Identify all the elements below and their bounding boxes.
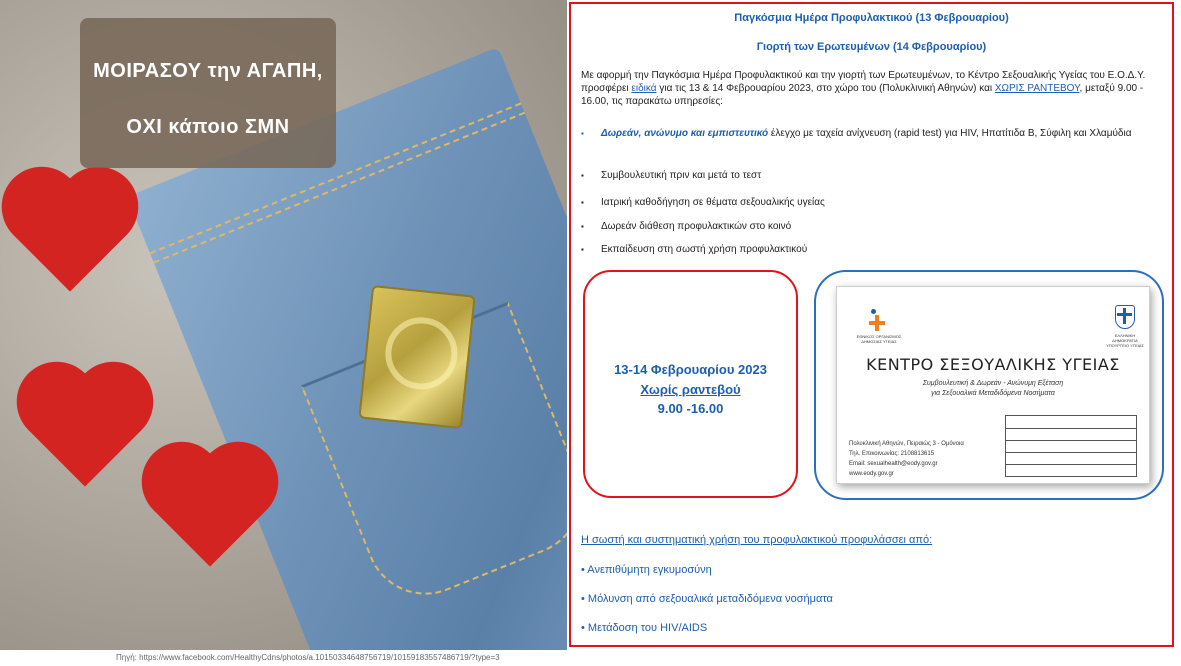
- card-subtitle-line: Συμβουλευτική & Δωρεάν - Ανώνυμη Εξέταση: [922, 380, 1064, 387]
- gov-label: ΕΛΛΗΝΙΚΗ ΔΗΜΟΚΡΑΤΙΑ ΥΠΟΥΡΓΕΙΟ ΥΓΕΙΑΣ: [1106, 333, 1144, 348]
- info-panel: [569, 2, 1174, 647]
- card-title: ΚΕΝΤΡΟ ΣΕΞΟΥΑΛΙΚΗΣ ΥΓΕΙΑΣ: [866, 355, 1120, 374]
- source-caption: Πηγή: https://www.facebook.com/HealthyCdns/photos/a.10150334648756719/10159183557486719/?type=3: [116, 653, 500, 662]
- list-item: • Μετάδοση του HIV/AIDS: [581, 622, 708, 634]
- card-subtitle: [837, 379, 1149, 399]
- sexual-health-center-card: [836, 286, 1150, 484]
- bullet-icon: ▪: [581, 171, 584, 180]
- heart-icon: [28, 373, 141, 486]
- list-item: • Μόλυνση από σεξουαλικά μεταδιδόμενα νοσήματα: [581, 593, 833, 605]
- cross-icon: [869, 315, 885, 331]
- slogan-line-1: ΜΟΙΡΑΣΟΥ την ΑΓΑΠΗ,: [93, 60, 323, 82]
- card-subtitle-line: για Σεξουαλικά Μεταδιδόμενα Νοσήματα: [931, 390, 1055, 397]
- date-box: [583, 270, 798, 498]
- eody-logo: [849, 307, 909, 347]
- contact-email: Email: sexualhealth@eody.gov.gr: [849, 461, 938, 467]
- heart-icon: [13, 178, 126, 291]
- date-range: 13-14 Φεβρουαρίου 2023: [614, 362, 767, 377]
- service-text: Συμβουλευτική πριν και μετά το τεστ: [601, 170, 762, 181]
- service-text: Εκπαίδευση στη σωστή χρήση προφυλακτικού: [601, 244, 808, 255]
- slogan-line-2: ΟΧΙ κάποιο ΣΜΝ: [126, 116, 290, 138]
- no-appointment-link[interactable]: ΧΩΡΙΣ ΡΑΝΤΕΒΟΥ: [994, 83, 1080, 94]
- slogan-box: [80, 18, 336, 168]
- list-item: • Ανεπιθύμητη εγκυμοσύνη: [581, 564, 712, 576]
- service-text: Δωρεάν διάθεση προφυλακτικών στο κοινό: [601, 221, 792, 232]
- eody-label: ΕΘΝΙΚΟΣ ΟΡΓΑΝΙΣΜΟΣ ΔΗΜΟΣΙΑΣ ΥΓΕΙΑΣ: [856, 334, 902, 344]
- intro-text: , μεταξύ 9.00 - 16.00, τις παρακάτω υπηρεσίες:: [581, 83, 1144, 107]
- card-contact: [849, 439, 999, 479]
- card-form-lines: [1005, 415, 1137, 477]
- condom-packet-icon: [358, 285, 475, 429]
- protection-title: Η σωστή και συστηματική χρήση του προφυλακτικού προφυλάσσει από:: [581, 534, 933, 546]
- intro-paragraph: [581, 69, 1169, 108]
- intro-text: για τις 13 & 14 Φεβρουαρίου 2023, στο χώρο του (Πολυκλινική Αθηνών) και: [656, 83, 995, 94]
- contact-phone: Τηλ. Επικοινωνίας: 2108813615: [849, 451, 935, 457]
- greek-government-logo: [1102, 305, 1148, 349]
- heading-condom-day: Παγκόσμια Ημέρα Προφυλακτικού (13 Φεβρουαρίου): [734, 12, 1009, 24]
- hours-label: 9.00 -16.00: [657, 401, 724, 416]
- bullet-icon: ▪: [581, 198, 584, 207]
- intro-text: Με αφορμή την Παγκόσμια Ημέρα Προφυλακτικού και την γιορτή των Ερωτευμένων, το Κέντρο Σεξουαλικής Υγείας του Ε.Ο.Δ.Υ. προσφέρει: [581, 70, 1146, 94]
- contact-address: Πολυκλινική Αθηνών, Πειραιώς 3 - Ομόνοια: [849, 441, 964, 447]
- service-text: Ιατρική καθοδήγηση σε θέματα σεξουαλικής υγείας: [601, 197, 825, 208]
- poster-image: [0, 0, 567, 650]
- heart-icon: [153, 453, 266, 566]
- bullet-icon: ▪: [581, 129, 584, 138]
- bullet-icon: ▪: [581, 222, 584, 231]
- heading-valentines-day: Γιορτή των Ερωτευμένων (14 Φεβρουαρίου): [756, 41, 987, 53]
- service-text: έλεγχο με ταχεία ανίχνευση (rapid test) για HIV, Ηπατίτιδα Β, Σύφιλη και Χλαμύδια: [768, 128, 1132, 139]
- logo-dot-icon: [871, 309, 876, 314]
- bullet-icon: ▪: [581, 245, 584, 254]
- special-link[interactable]: ειδικά: [631, 83, 657, 94]
- crest-icon: [1115, 305, 1135, 329]
- no-appointment-label: Χωρίς ραντεβού: [640, 382, 741, 397]
- service-emphasis: Δωρεάν, ανώνυμο και εμπιστευτικό: [601, 128, 769, 139]
- card-box: [814, 270, 1164, 500]
- contact-website: www.eody.gov.gr: [849, 471, 894, 477]
